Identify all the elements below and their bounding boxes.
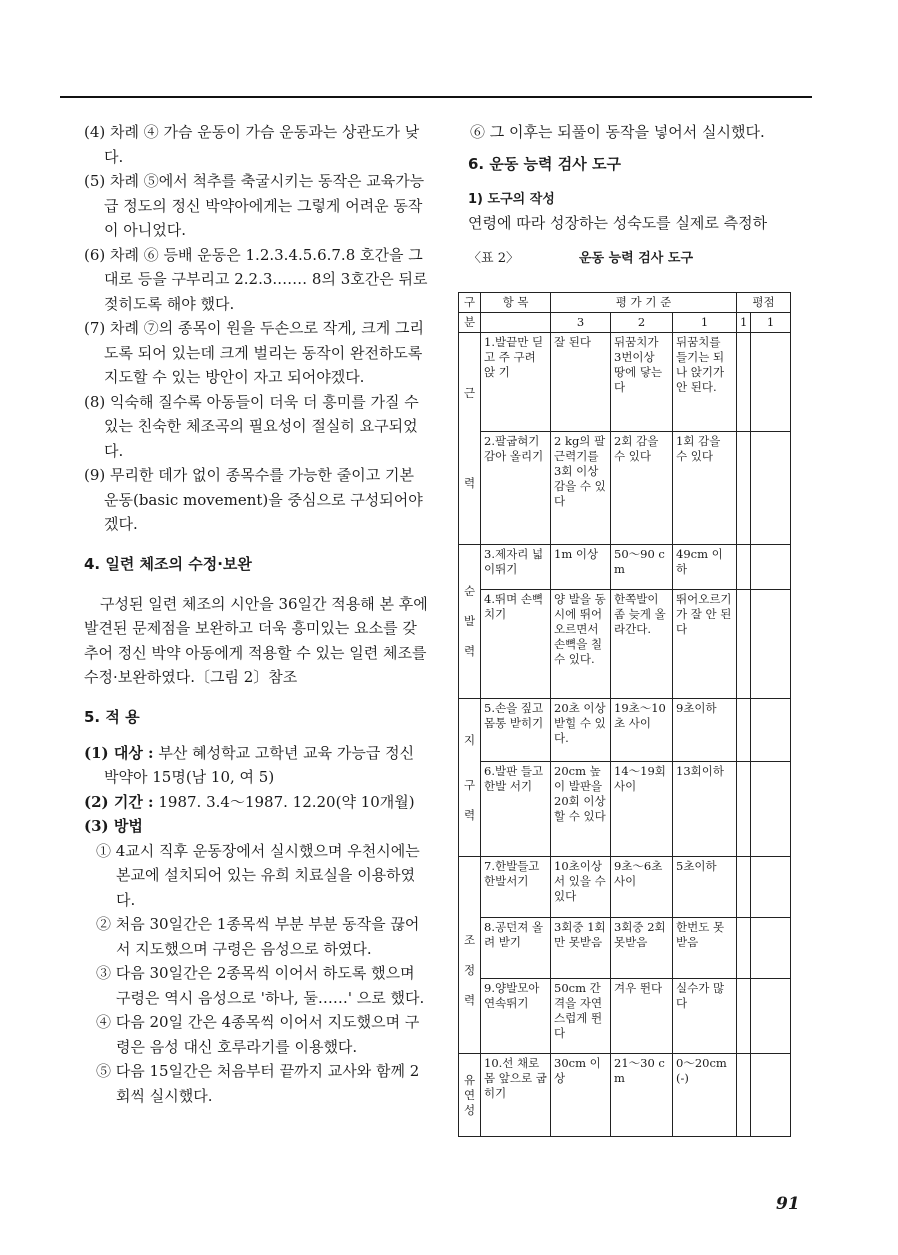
list-item: (6) 차례 ⑥ 등배 운동은 1.2.3.4.5.6.7.8 호간을 그대로 등을 구부리고 2.2.3.…… 8의 3호간은 뒤로 젖히도록 해야 했다. bbox=[84, 245, 428, 313]
criteria-cell: 겨우 뛴다 bbox=[611, 979, 673, 1054]
header-cell: 항 목 bbox=[481, 293, 551, 313]
criteria-cell: 3회중 2회 못받음 bbox=[611, 918, 673, 979]
criteria-cell: 실수가 많다 bbox=[673, 979, 737, 1054]
score-cell bbox=[737, 1054, 751, 1137]
score-cell bbox=[737, 918, 751, 979]
score-cell bbox=[737, 979, 751, 1054]
criteria-cell: 50～90 cm bbox=[611, 545, 673, 590]
criteria-cell: 양 발을 동시에 뛰어오르면서 손뼉을 칠 수 있다. bbox=[551, 590, 611, 699]
motor-ability-table bbox=[458, 292, 791, 1137]
category-cell: 순 발 력 bbox=[459, 545, 481, 699]
criteria-cell: 2 kg의 팔근력기를 3회 이상 감을 수 있다 bbox=[551, 432, 611, 545]
list-item: (8) 익숙해 질수록 아동들이 더욱 더 흥미를 가질 수 있는 친숙한 체조곡의 필요성이 절실히 요구되었다. bbox=[84, 392, 419, 460]
header-cell: 1 bbox=[673, 313, 737, 333]
criteria-cell: 뒤꿈치를 들기는 되나 앉기가 안 된다. bbox=[673, 333, 737, 432]
header-cell: 평점 bbox=[737, 293, 791, 313]
list-item: (4) 차례 ④ 가슴 운동이 가슴 운동과는 상관도가 낮다. bbox=[84, 123, 420, 166]
criteria-cell: 20초 이상 받힐 수 있다. bbox=[551, 699, 611, 762]
score-cell bbox=[751, 979, 791, 1054]
item-cell: 5.손을 짚고 몸통 받히기 bbox=[481, 699, 551, 762]
criteria-cell: 9초～6초 사이 bbox=[611, 857, 673, 918]
criteria-cell: 뒤꿈치가 3번이상 땅에 닿는다 bbox=[611, 333, 673, 432]
header-cell: 1 bbox=[751, 313, 791, 333]
score-cell bbox=[737, 545, 751, 590]
section-heading: 6. 운동 능력 검사 도구 bbox=[468, 154, 621, 173]
header-cell: 분 bbox=[459, 313, 481, 333]
item-cell: 9.양발모아 연속뛰기 bbox=[481, 979, 551, 1054]
category-cell: 유 연 성 bbox=[459, 1054, 481, 1137]
item-label: (2) 기간 : bbox=[84, 792, 154, 811]
list-item: (7) 차례 ⑦의 종목이 원을 두손으로 작게, 크게 그리도록 되어 있는데 크게 벌리는 동작이 완전하도록 지도할 수 있는 방안이 자고 되어야겠다. bbox=[84, 319, 424, 386]
score-cell bbox=[751, 857, 791, 918]
method-item: ② 처음 30일간은 1종목씩 부분 부분 동작을 끊어서 지도했으며 구령은 음성으로 하였다. bbox=[96, 915, 420, 958]
header-cell: 평 가 기 준 bbox=[551, 293, 737, 313]
header-cell: 2 bbox=[611, 313, 673, 333]
method-item: ⑥ 그 이후는 되풀이 동작을 넣어서 실시했다. bbox=[470, 123, 765, 141]
table-row bbox=[459, 590, 791, 699]
criteria-cell: 한쪽발이 좀 늦게 올라간다. bbox=[611, 590, 673, 699]
table-row bbox=[459, 545, 791, 590]
list-item bbox=[84, 814, 429, 839]
score-cell bbox=[737, 762, 751, 857]
criteria-cell: 14～19회 사이 bbox=[611, 762, 673, 857]
criteria-cell: 1회 감을 수 있다 bbox=[673, 432, 737, 545]
method-item: ③ 다음 30일간은 2종목씩 이어서 하도록 했으며 구령은 역시 음성으로 '하나, 둘……' 으로 했다. bbox=[96, 964, 425, 1007]
score-cell bbox=[751, 590, 791, 699]
method-item: ① 4교시 직후 운동장에서 실시했으며 우천시에는 본교에 설치되어 있는 유희 치료실을 이용하였다. bbox=[96, 841, 420, 909]
item-text: 부산 혜성학교 고학년 교육 가능급 정신 박약아 15명(남 10, 여 5) bbox=[104, 743, 415, 786]
table-header-row bbox=[459, 293, 791, 313]
table-row bbox=[459, 1054, 791, 1137]
score-cell bbox=[751, 432, 791, 545]
section-heading: 5. 적 용 bbox=[84, 707, 140, 726]
criteria-cell: 뛰어오르기가 잘 안 된다 bbox=[673, 590, 737, 699]
table-row bbox=[459, 333, 791, 432]
score-cell bbox=[751, 545, 791, 590]
score-cell bbox=[737, 857, 751, 918]
table-header-row bbox=[459, 313, 791, 333]
list-item: (5) 차례 ⑤에서 척추를 축굴시키는 동작은 교육가능급 정도의 정신 박약아에게는 그렇게 어려운 동작이 아니었다. bbox=[84, 172, 425, 239]
item-cell: 3.제자리 넓이뛰기 bbox=[481, 545, 551, 590]
list-item: (9) 무리한 데가 없이 종목수를 가능한 줄이고 기본 운동(basic movement)을 중심으로 구성되어야겠다. bbox=[84, 466, 423, 533]
item-cell: 10.선 채로 몸 앞으로 굽히기 bbox=[481, 1054, 551, 1137]
category-cell: 지 구 력 bbox=[459, 699, 481, 857]
paragraph: 구성된 일련 체조의 시안을 36일간 적용해 본 후에 발견된 문제점을 보완하고 더욱 흥미있는 요소를 갖추어 정신 박약 아동에게 적용할 수 있는 일련 체조를 수정·보완하였다.〔그림 2〕참조 bbox=[84, 594, 428, 686]
score-cell bbox=[751, 1054, 791, 1137]
criteria-cell: 13회이하 bbox=[673, 762, 737, 857]
criteria-cell: 1m 이상 bbox=[551, 545, 611, 590]
score-cell bbox=[751, 762, 791, 857]
score-cell bbox=[751, 333, 791, 432]
score-cell bbox=[737, 699, 751, 762]
table-label: 〈표 2〉 bbox=[468, 251, 519, 266]
score-cell bbox=[737, 333, 751, 432]
table-row bbox=[459, 699, 791, 762]
item-cell: 2.팔굽혀기 감아 올리기 bbox=[481, 432, 551, 545]
top-rule bbox=[60, 96, 812, 98]
criteria-cell: 3회중 1회만 못받음 bbox=[551, 918, 611, 979]
list-item bbox=[84, 741, 429, 790]
table-caption bbox=[468, 247, 813, 266]
criteria-cell: 한번도 못받음 bbox=[673, 918, 737, 979]
criteria-cell: 10초이상 서 있을 수 있다 bbox=[551, 857, 611, 918]
category-cell: 근 력 bbox=[459, 333, 481, 545]
section-heading: 4. 일련 체조의 수정·보완 bbox=[84, 554, 252, 573]
item-cell: 8.공던져 올려 받기 bbox=[481, 918, 551, 979]
table-title: 운동 능력 검사 도구 bbox=[578, 251, 694, 266]
item-cell: 7.한발들고 한발서기 bbox=[481, 857, 551, 918]
method-item: ④ 다음 20일 간은 4종목씩 이어서 지도했으며 구령은 음성 대신 호루라기를 이용했다. bbox=[96, 1013, 420, 1056]
item-cell: 6.발판 들고 한발 서기 bbox=[481, 762, 551, 857]
criteria-cell: 잘 된다 bbox=[551, 333, 611, 432]
item-cell: 1.발끝만 딛고 주 구려 앉 기 bbox=[481, 333, 551, 432]
table-row bbox=[459, 918, 791, 979]
table-row bbox=[459, 857, 791, 918]
left-column bbox=[84, 120, 429, 1108]
criteria-cell: 20cm 높이 발판을 20회 이상 할 수 있다 bbox=[551, 762, 611, 857]
criteria-cell: 50cm 간격을 자연스럽게 뛴다 bbox=[551, 979, 611, 1054]
header-cell: 구 bbox=[459, 293, 481, 313]
subsection-heading: 1) 도구의 작성 bbox=[468, 191, 555, 207]
header-cell: 3 bbox=[551, 313, 611, 333]
list-item bbox=[84, 790, 429, 815]
criteria-cell: 21～30 cm bbox=[611, 1054, 673, 1137]
item-label: (1) 대상 : bbox=[84, 743, 154, 762]
item-text: 1987. 3.4～1987. 12.20(약 10개월) bbox=[158, 792, 415, 811]
right-column bbox=[468, 120, 813, 282]
score-cell bbox=[737, 432, 751, 545]
criteria-cell: 49cm 이하 bbox=[673, 545, 737, 590]
criteria-cell: 9초이하 bbox=[673, 699, 737, 762]
item-cell: 4.뛰며 손뼉치기 bbox=[481, 590, 551, 699]
criteria-cell: 19초～10초 사이 bbox=[611, 699, 673, 762]
criteria-cell: 5초이하 bbox=[673, 857, 737, 918]
header-cell bbox=[481, 313, 551, 333]
item-label: (3) 방법 bbox=[84, 817, 143, 835]
paragraph: 연령에 따라 성장하는 성숙도를 실제로 측정하 bbox=[468, 213, 768, 232]
table-row bbox=[459, 979, 791, 1054]
criteria-cell: 30cm 이상 bbox=[551, 1054, 611, 1137]
criteria-cell: 2회 감을 수 있다 bbox=[611, 432, 673, 545]
category-cell: 조 정 력 bbox=[459, 857, 481, 1054]
criteria-cell: 0～20cm (-) bbox=[673, 1054, 737, 1137]
method-item: ⑤ 다음 15일간은 처음부터 끝까지 교사와 함께 2회씩 실시했다. bbox=[96, 1062, 420, 1105]
table-row bbox=[459, 432, 791, 545]
page-number: 91 bbox=[776, 1194, 800, 1214]
table-row bbox=[459, 762, 791, 857]
score-cell bbox=[737, 590, 751, 699]
header-cell: 1 bbox=[737, 313, 751, 333]
score-cell bbox=[751, 699, 791, 762]
score-cell bbox=[751, 918, 791, 979]
